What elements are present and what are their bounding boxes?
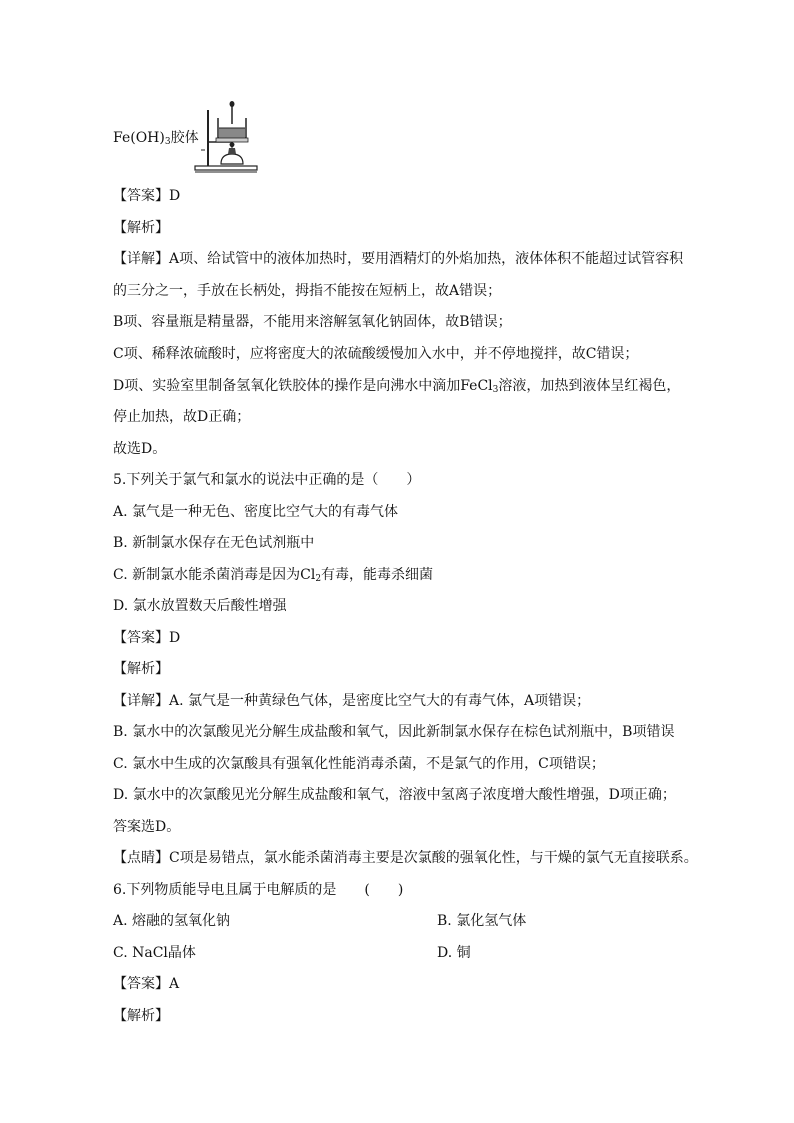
q6-answer: 【答案】A <box>113 976 180 992</box>
q4-detail-5: D项、实验室里制备氢氧化铁胶体的操作是向沸水中滴加FeCl$_3$溶液，加热到液体呈红褐色， <box>113 378 681 395</box>
q5-option-b: B. 新制氯水保存在无色试剂瓶中 <box>113 535 315 551</box>
q5-detail-2: B. 氯水中的次氯酸见光分解生成盐酸和氧气，因此新制氯水保存在棕色试剂瓶中，B项错误 <box>113 724 675 740</box>
q6-stem: 6.下列物质能导电且属于电解质的是 ( ) <box>113 882 404 898</box>
q4-detail-7: 故选D。 <box>113 441 167 457</box>
q4-detail-4: C项、稀释浓硫酸时，应将密度大的浓硫酸缓慢加入水中，并不停地搅拌，故C错误； <box>113 346 639 362</box>
q6-option-a: A. 熔融的氢氧化钠 <box>113 913 231 929</box>
q5-detail-5: 答案选D。 <box>113 819 181 835</box>
q5-stem: 5.下列关于氯气和氯水的说法中正确的是（ ） <box>113 472 421 488</box>
q5-detail-4: D. 氯水中的次氯酸见光分解生成盐酸和氧气，溶液中氢离子浓度增大酸性增强，D项正确； <box>113 787 676 803</box>
q4-analysis-heading: 【解析】 <box>113 220 169 236</box>
q5-detail-3: C. 氯水中生成的次氯酸具有强氧化性能消毒杀菌，不是氯气的作用，C项错误； <box>113 756 605 772</box>
q6-option-d: D. 铜 <box>437 945 471 961</box>
apparatus-figure <box>113 100 273 176</box>
q5-answer: 【答案】D <box>113 630 181 646</box>
q5-option-d: D. 氯水放置数天后酸性增强 <box>113 598 287 614</box>
q6-option-b: B. 氯化氢气体 <box>437 913 527 929</box>
heating-apparatus-drawing <box>113 100 273 176</box>
q6-option-c: C. NaCl晶体 <box>113 945 196 961</box>
q4-answer: 【答案】D <box>113 188 181 204</box>
q4-detail-6: 停止加热，故D正确； <box>113 409 251 425</box>
q4-detail-3: B项、容量瓶是精量器，不能用来溶解氢氧化钠固体，故B错误； <box>113 314 512 330</box>
q5-detail-1: 【详解】A. 氯气是一种黄绿色气体，是密度比空气大的有毒气体，A项错误； <box>113 693 591 709</box>
q4-detail-1: 【详解】A项、给试管中的液体加热时，要用酒精灯的外焰加热，液体体积不能超过试管容积 <box>113 251 684 267</box>
q4-detail-2: 的三分之一，手放在长柄处，拇指不能按在短柄上，故A错误； <box>113 283 502 299</box>
q5-analysis-heading: 【解析】 <box>113 661 169 677</box>
q5-option-a: A. 氯气是一种无色、密度比空气大的有毒气体 <box>113 504 399 520</box>
figure-label: $Fe(OH)_3$胶体 <box>113 130 199 147</box>
q6-analysis-heading: 【解析】 <box>113 1008 169 1024</box>
q5-tip: 【点睛】C项是易错点，氯水能杀菌消毒主要是次氯酸的强氧化性，与干燥的氯气无直接联系。 <box>113 850 698 866</box>
q5-option-c: C. 新制氯水能杀菌消毒是因为$Cl_2$有毒，能毒杀细菌 <box>113 567 434 584</box>
